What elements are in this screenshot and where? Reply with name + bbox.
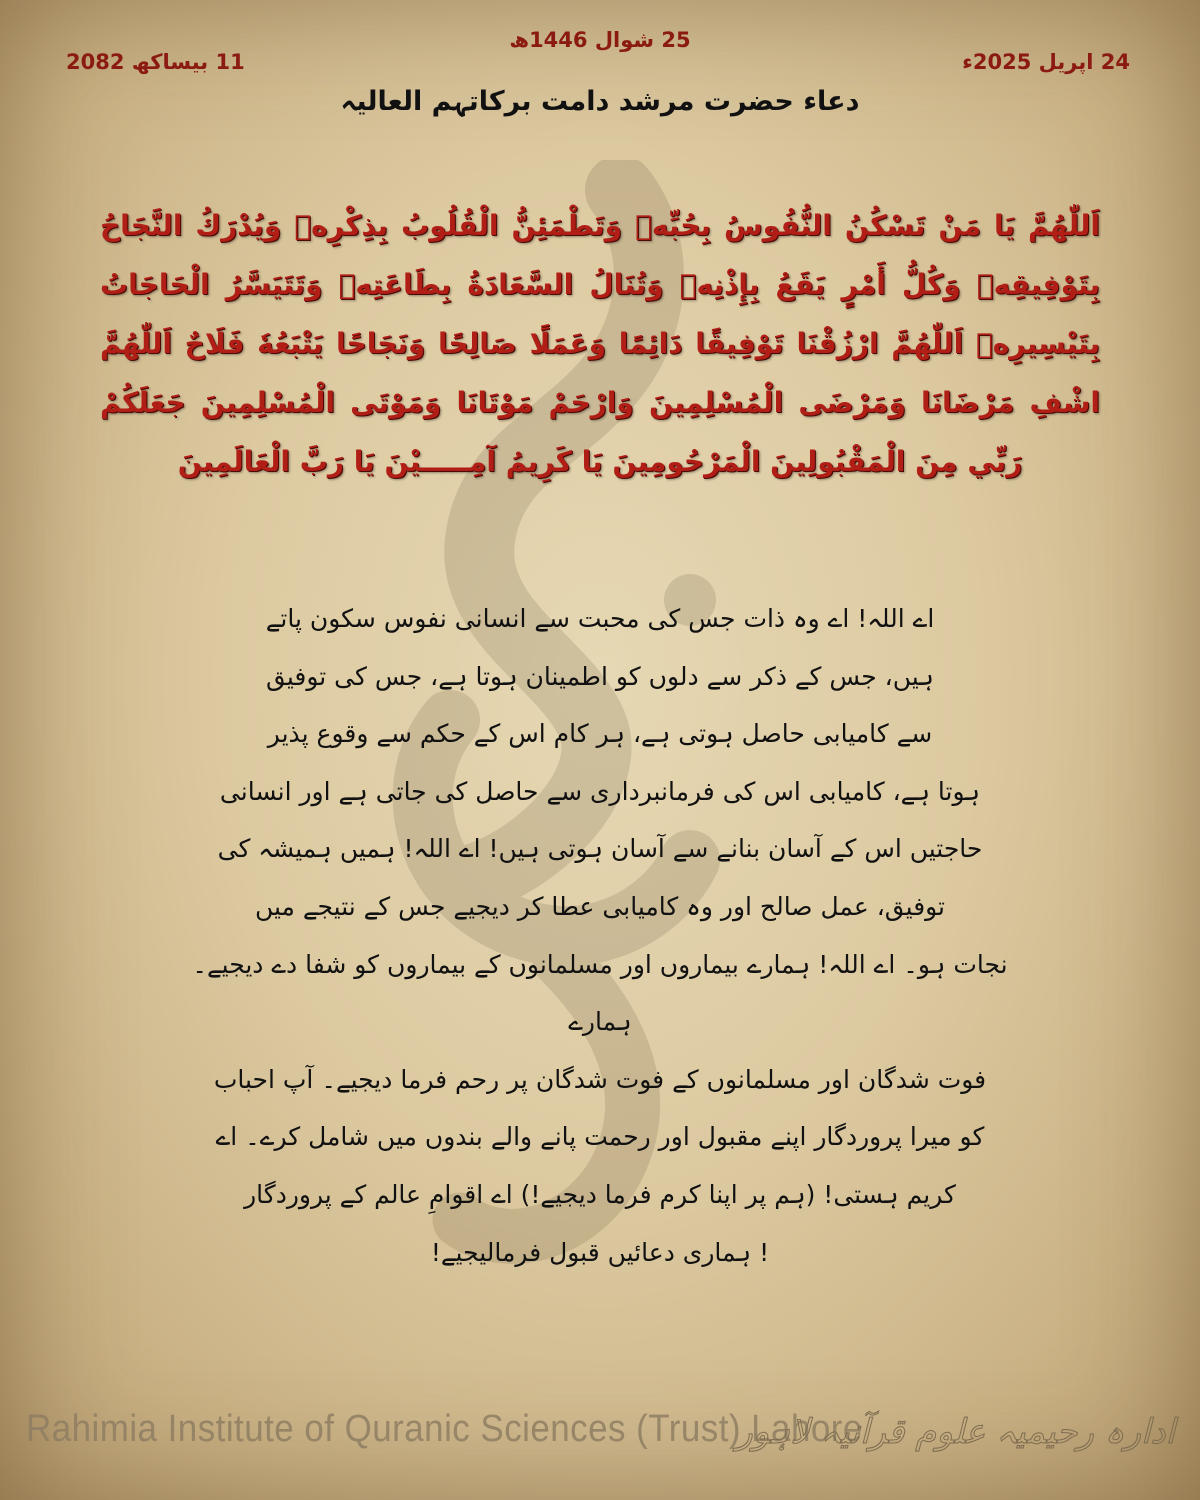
translation-line: ! ہماری دعائیں قبول فرمالیجیے!	[430, 1237, 770, 1267]
date-bikrami: 11 بیساکھ 2082	[66, 50, 245, 74]
translation-line: نجات ہو۔ اے اللہ! ہمارے بیماروں اور مسلمانوں کے بیماروں کو شفا دے دیجیے۔ ہمارے	[192, 949, 1008, 1037]
dua-arabic-text: اَللّٰهُمَّ يَا مَنْ تَسْكُنُ النُّفُوسُ بِحُبِّهٖ وَتَطْمَئِنُّ الْقُلُوبُ بِذِكْرِهٖ وَيُدْرَكُ النَّجَاحُ بِتَوْفِيقِهٖ وَكُلُّ أَمْرٍ يَقَعُ بِإِذْنِهٖ وَتُنَالُ السَّعَادَةُ بِطَاعَتِهٖ وَتَتَيَسَّرُ الْحَاجَاتُ بِتَيْسِيرِهٖ اَللّٰهُمَّ ارْزُقْنَا تَوْفِيقًا دَائِمًا وَعَمَلًا صَالِحًا وَنَجَاحًا يَتْبَعُهٗ فَلَاحٌ اَللّٰهُمَّ اشْفِ مَرْضَانَا وَمَرْضَى الْمُسْلِمِينَ وَارْحَمْ مَوْتَانَا وَمَوْتَى الْمُسْلِمِينَ جَعَلَكُمْ رَبِّي مِنَ الْمَقْبُولِينَ الْمَرْحُومِينَ يَا كَرِيمُ آمِـــــيْنَ يَا رَبَّ الْعَالَمِينَ	[100, 209, 1100, 478]
institute-name-english: Rahimia Institute of Quranic Sciences (Trust) Lahore	[26, 1408, 863, 1450]
translation-line: کریم ہستی! (ہم پر اپنا کرم فرما دیجیے!) اے اقوامِ عالم کے پروردگار	[244, 1179, 956, 1209]
translation-line: حاجتیں اس کے آسان بنانے سے آسان ہوتی ہیں! اے اللہ! ہمیں ہمیشہ کی	[217, 834, 983, 864]
institute-name-urdu: ادارہ رحیمیہ علوم قرآنیہ لاہور	[736, 1412, 1175, 1452]
translation-line: توفیق، عمل صالح اور وہ کامیابی عطا کر دیجیے جس کے نتیجے میں	[254, 891, 946, 921]
page-title: دعاء حضرت مرشد دامت برکاتہم العالیہ	[340, 86, 860, 117]
translation-line: اے اللہ! اے وہ ذات جس کی محبت سے انسانی نفوس سکون پاتے	[265, 604, 935, 633]
translation-line: ہوتا ہے، کامیابی اس کی فرمانبرداری سے حاصل کی جاتی ہے اور انسانی	[219, 776, 981, 806]
institute-calligraphy-logo-icon	[736, 1395, 1175, 1480]
translation-line: کو میرا پروردگار اپنے مقبول اور رحمت پانے والے بندوں میں شامل کرے۔ اے	[215, 1122, 985, 1152]
date-gregorian: 24 اپریل 2025ء	[962, 50, 1130, 74]
date-hijri: 25 شوال 1446ھ	[509, 28, 691, 52]
urdu-translation	[180, 590, 1020, 1281]
translation-line: فوت شدگان اور مسلمانوں کے فوت شدگان پر رحم فرما دیجیے۔ آپ احباب	[213, 1064, 987, 1094]
translation-line: سے کامیابی حاصل ہوتی ہے، ہر کام اس کے حکم سے وقوع پذیر	[267, 719, 933, 749]
translation-line: ہیں، جس کے ذکر سے دلوں کو اطمینان ہوتا ہے، جس کی توفیق	[266, 661, 934, 691]
